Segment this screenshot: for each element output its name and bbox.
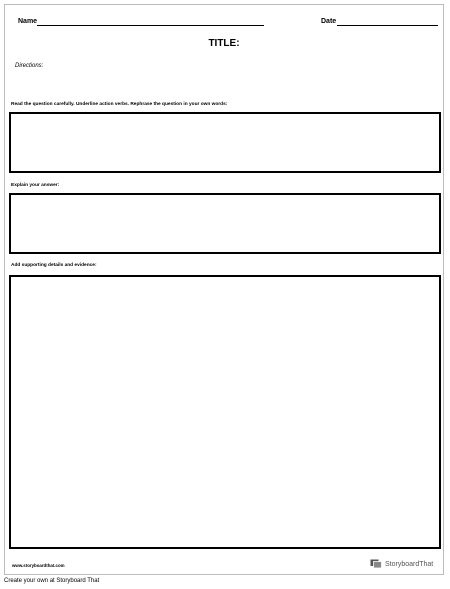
worksheet-title: TITLE: xyxy=(208,38,240,49)
directions-label: Directions: xyxy=(15,63,44,69)
section-2-answer-box[interactable] xyxy=(9,193,441,254)
section-1-prompt: Read the question carefully. Underline action verbs. Rephrase the question in your own words: xyxy=(11,102,228,107)
storyboardthat-credit-link[interactable]: Create your own at Storyboard That xyxy=(4,578,100,584)
section-3-answer-box[interactable] xyxy=(9,275,441,549)
worksheet-page xyxy=(4,4,444,575)
footer-url: www.storyboardthat.com xyxy=(12,563,65,568)
section-1-answer-box[interactable] xyxy=(9,112,441,173)
name-label: Name xyxy=(18,18,38,25)
storyboardthat-logo xyxy=(370,558,433,570)
storyboard-logo-icon xyxy=(370,559,383,569)
brand-name: StoryboardThat xyxy=(385,560,434,568)
section-3-prompt: Add supporting details and evidence: xyxy=(11,263,97,268)
date-field[interactable] xyxy=(337,25,438,26)
date-label: Date xyxy=(321,18,337,25)
name-field[interactable] xyxy=(37,25,264,26)
section-2-prompt: Explain your answer: xyxy=(11,183,60,188)
